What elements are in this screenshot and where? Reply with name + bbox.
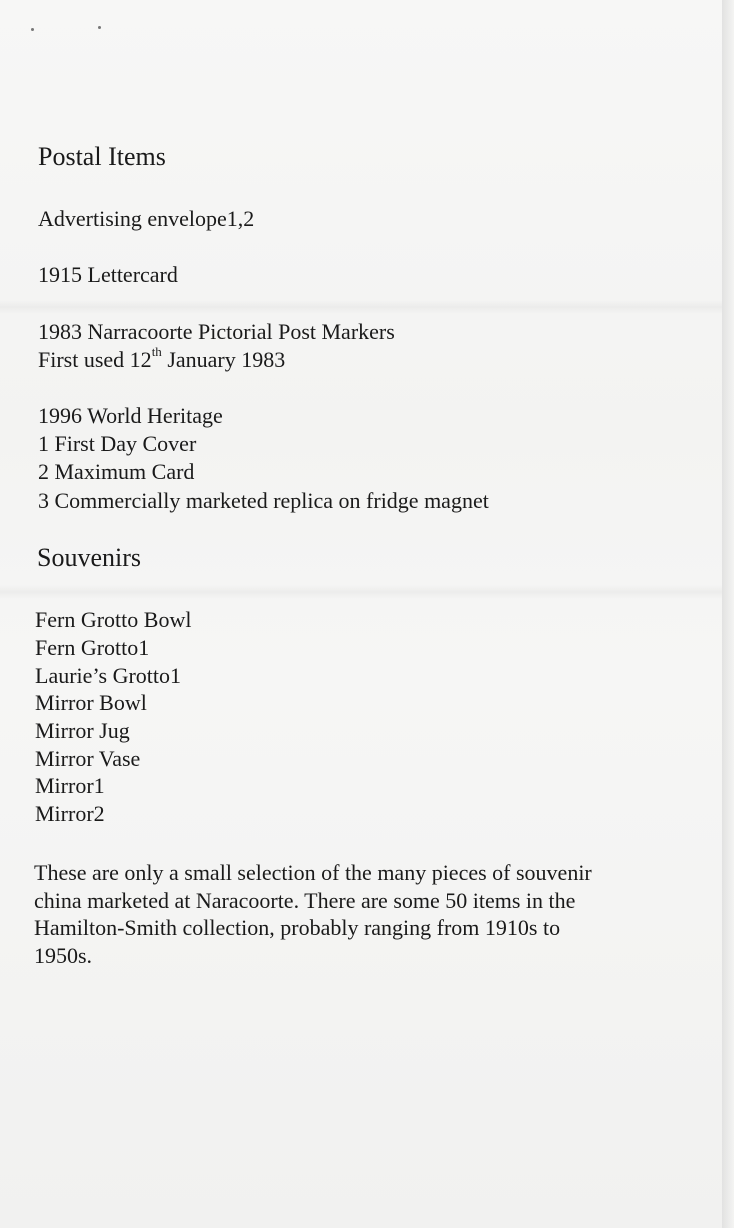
paragraph-line: These are only a small selection of the many pieces of souvenir — [34, 860, 592, 885]
first-used-line — [38, 343, 286, 374]
lettercard-line: 1915 Lettercard — [38, 262, 178, 287]
souvenir-item: Fern Grotto1 — [35, 635, 150, 660]
souvenir-item: Mirror1 — [35, 773, 105, 798]
paragraph-line: 1950s. — [34, 943, 93, 968]
paper-edge — [722, 0, 734, 1228]
paragraph-line: china marketed at Naracoorte. There are some 50 items in the — [34, 888, 576, 913]
souvenirs-heading: Souvenirs — [37, 543, 141, 572]
first-used-date: January 1983 — [161, 347, 286, 372]
heritage-line: 2 Maximum Card — [38, 459, 195, 484]
first-used-text: First used 12 — [38, 347, 152, 372]
advertising-envelope-line: Advertising envelope1,2 — [38, 206, 255, 231]
scan-speck — [98, 26, 101, 29]
souvenir-item: Mirror2 — [35, 801, 105, 826]
ordinal-suffix: th — [151, 343, 162, 359]
paper-crease — [0, 585, 722, 599]
paragraph-line: Hamilton-Smith collection, probably ranging from 1910s to — [34, 915, 561, 940]
postal-items-heading: Postal Items — [38, 142, 166, 171]
scan-speck — [31, 28, 34, 31]
paper-crease — [0, 300, 722, 314]
souvenir-item: Mirror Vase — [35, 746, 141, 771]
heritage-line: 1 First Day Cover — [38, 431, 197, 456]
heritage-line: 3 Commercially marketed replica on fridge magnet — [38, 488, 489, 513]
souvenir-item: Fern Grotto Bowl — [35, 607, 192, 632]
heritage-line: 1996 World Heritage — [38, 403, 223, 428]
souvenir-item: Mirror Jug — [35, 718, 130, 743]
post-markers-line: 1983 Narracoorte Pictorial Post Markers — [38, 319, 395, 344]
souvenir-item: Mirror Bowl — [35, 690, 147, 715]
souvenir-item: Laurie’s Grotto1 — [35, 663, 182, 688]
